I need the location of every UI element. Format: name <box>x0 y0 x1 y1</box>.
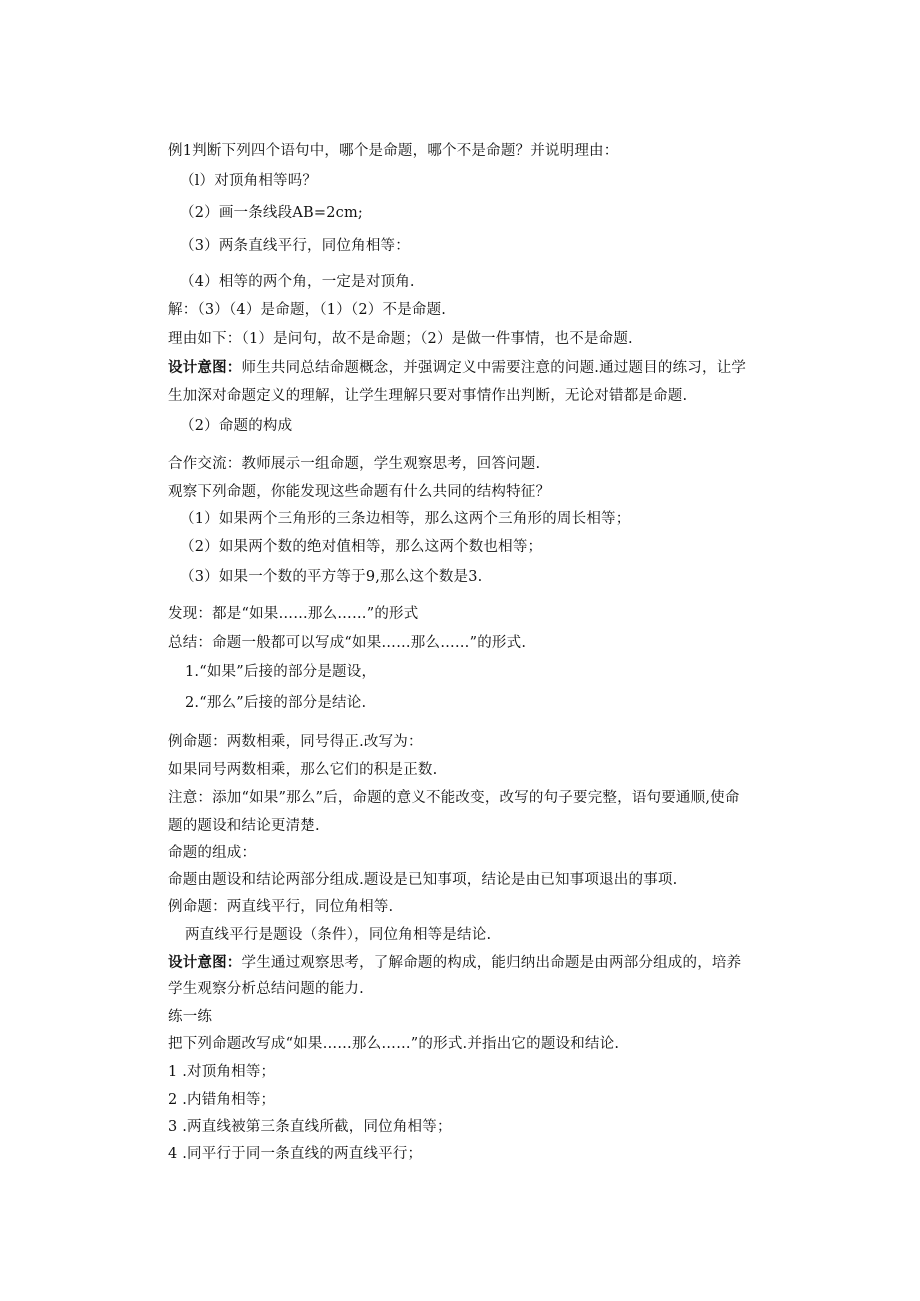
solution-line: 解：（3）（4）是命题，（1）（2）不是命题. <box>168 302 447 318</box>
design-intent-text: 师生共同总结命题概念，并强调定义中需要注意的问题.通过题目的练习，让学 <box>241 360 747 376</box>
rewritten-proposition: 如果同号两数相乘，那么它们的积是正数. <box>168 762 438 778</box>
design-intent-paragraph-1 <box>168 358 746 378</box>
composition-heading: 命题的组成： <box>168 845 257 861</box>
example-1-prompt: 例1判断下列四个语句中，哪个是命题，哪个不是命题？并说明理由： <box>168 143 619 159</box>
statement-2: （2）画一条线段AB=2cm; <box>180 205 363 221</box>
example-proposition: 例命题：两数相乘，同号得正.改写为： <box>168 734 423 750</box>
design-intent-label: 设计意图： <box>168 359 242 376</box>
summary-point-1: 1.“如果”后接的部分是题设， <box>185 664 377 680</box>
example-parallel-analysis: 两直线平行是题设（条件），同位角相等是结论. <box>185 927 492 943</box>
statement-1: （l）对顶角相等吗？ <box>180 173 318 189</box>
proposition-3: （3）如果一个数的平方等于9,那么这个数是3. <box>180 569 483 585</box>
note-line: 注意：添加“如果”那么”后，命题的意义不能改变，改写的句子要完整，语句要通顺,使命 <box>168 790 740 806</box>
composition-definition: 命题由题设和结论两部分组成.题设是已知事项，结论是由已知事项退出的事项. <box>168 872 678 888</box>
proposition-2: （2）如果两个数的绝对值相等，那么这两个数也相等； <box>180 539 543 555</box>
practice-item-3: 3 .两直线被第三条直线所截，同位角相等； <box>168 1119 452 1135</box>
finding-line: 发现：都是“如果……那么……”的形式 <box>168 606 419 622</box>
design-intent-paragraph-2 <box>168 953 741 973</box>
practice-item-2: 2 .内错角相等； <box>168 1092 276 1108</box>
statement-3: （3）两条直线平行，同位角相等： <box>180 238 410 254</box>
summary-line: 总结：命题一般都可以写成“如果……那么……”的形式. <box>168 635 527 651</box>
practice-heading: 练一练 <box>168 1009 213 1025</box>
section-heading-composition: （2）命题的构成 <box>180 418 293 434</box>
design-intent-continuation-2: 学生观察分析总结问题的能力. <box>168 981 364 997</box>
design-intent-text-2: 学生通过观察思考，了解命题的构成，能归纳出命题是由两部分组成的，培养 <box>241 955 742 971</box>
note-continuation: 题的题设和结论更清楚. <box>168 818 320 834</box>
reason-line: 理由如下：（1）是问句，故不是命题；（2）是做一件事情，也不是命题. <box>168 331 633 347</box>
practice-instruction: 把下列命题改写成“如果……那么……”的形式.并指出它的题设和结论. <box>168 1036 620 1052</box>
proposition-1: （1）如果两个三角形的三条边相等，那么这两个三角形的周长相等； <box>180 511 631 527</box>
statement-4: （4）相等的两个角，一定是对顶角. <box>180 274 415 290</box>
design-intent-continuation-1: 生加深对命题定义的理解，让学生理解只要对事情作出判断，无论对错都是命题. <box>168 388 688 404</box>
observe-line: 观察下列命题，你能发现这些命题有什么共同的结构特征？ <box>168 484 551 500</box>
summary-point-2: 2.“那么”后接的部分是结论. <box>185 695 367 711</box>
example-parallel: 例命题：两直线平行，同位角相等. <box>168 899 394 915</box>
practice-item-4: 4 .同平行于同一条直线的两直线平行； <box>168 1146 423 1162</box>
design-intent-label-2: 设计意图： <box>168 954 242 971</box>
cooperation-line: 合作交流：教师展示一组命题，学生观察思考，回答问题. <box>168 456 541 472</box>
practice-item-1: 1 .对顶角相等； <box>168 1064 276 1080</box>
